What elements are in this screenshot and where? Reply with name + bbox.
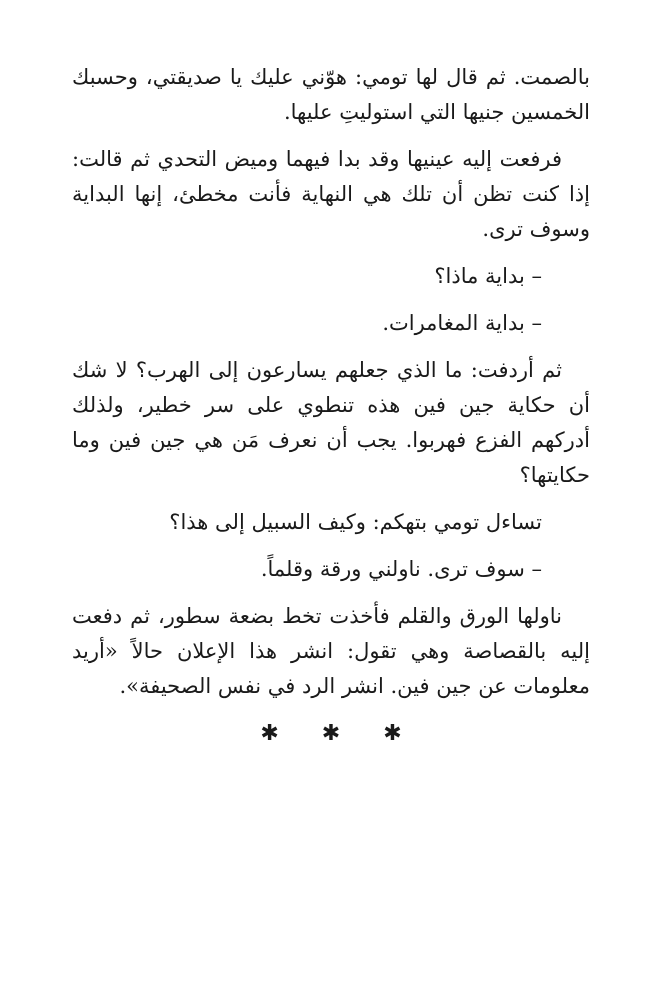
paragraph-2: فرفعت إليه عينيها وقد بدا فيهما وميض التحدي ثم قالت: إذا كنت تظن أن تلك هي النهاية فأنت مخطئ، إنها البداية وسوف ترى. bbox=[72, 147, 590, 241]
paragraph-1: بالصمت. ثم قال لها تومي: هوّني عليك يا صديقتي، وحسبك الخمسين جنيها التي استوليتِ عليها. bbox=[72, 65, 590, 124]
paragraph-3: ثم أردفت: ما الذي جعلهم يسارعون إلى الهرب؟ لا شك أن حكاية جين فين هذه تنطوي على سر خطير، ولذلك أدركهم الفزع فهربوا. يجب أن نعرف مَن هي جين فين وما حكايتها؟ bbox=[72, 358, 590, 487]
paragraph-4: ناولها الورق والقلم فأخذت تخط بضعة سطور، ثم دفعت إليه بالقصاصة وهي تقول: انشر هذا الإعلان حالاً «أريد معلومات عن جين فين. انشر الرد في نفس الصحيفة». bbox=[72, 604, 590, 698]
section-separator: ✱ ✱ ✱ bbox=[260, 721, 420, 746]
dialogue-line-4: – سوف ترى. ناولني ورقة وقلماً. bbox=[260, 557, 542, 581]
dialogue-line-1: – بداية ماذا؟ bbox=[434, 264, 542, 288]
page-body bbox=[72, 60, 590, 751]
dialogue-line-2: – بداية المغامرات. bbox=[382, 311, 542, 335]
dialogue-line-3: تساءل تومي بتهكم: وكيف السبيل إلى هذا؟ bbox=[169, 510, 542, 534]
